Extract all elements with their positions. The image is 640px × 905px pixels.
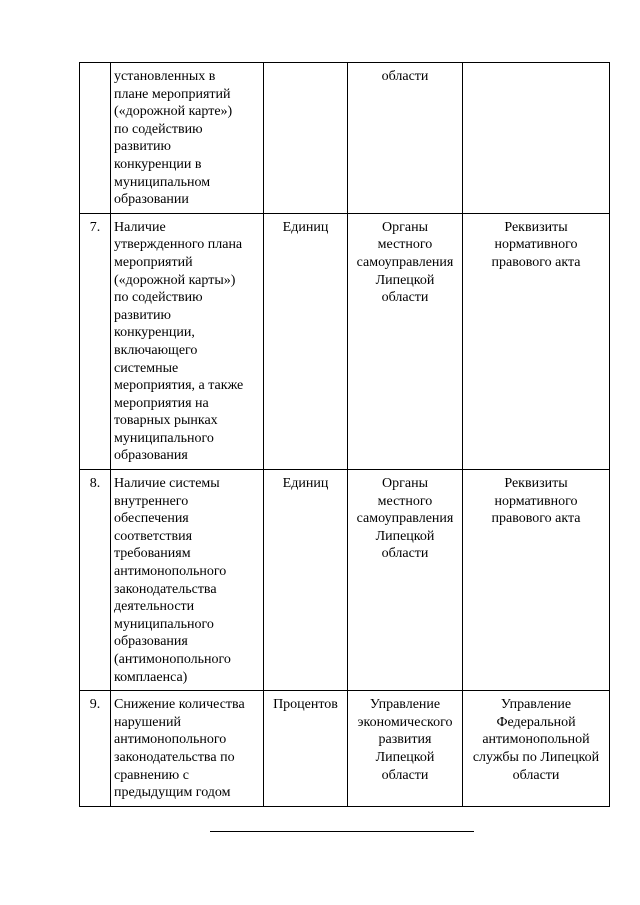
indicator-text-line: Наличие системы (114, 476, 220, 492)
indicator-text-line: товарных рынках (114, 413, 218, 429)
table-row (80, 213, 610, 469)
responsible-text-line: самоуправления (356, 254, 454, 270)
indicator-cell (111, 691, 264, 807)
indicator-text-line: соответствия (114, 528, 193, 544)
indicator-text-line: плане мероприятий (114, 86, 231, 102)
row-number-cell: 7. (80, 213, 111, 469)
indicator-text-line: обеспечения (114, 511, 189, 527)
responsible-text-line: экономического (357, 714, 453, 730)
source-text-line: правового акта (491, 254, 581, 270)
responsible-text-line: Липецкой (375, 749, 435, 765)
indicator-text-line: («дорожной карте») (114, 104, 233, 120)
indicator-text-line: образовании (114, 192, 189, 208)
responsible-text-line: Органы (382, 476, 428, 492)
indicator-text-line: мероприятия, а также (114, 378, 244, 394)
indicator-text-line: муниципального (114, 430, 214, 446)
end-separator-line (210, 831, 474, 832)
responsible-cell (348, 470, 463, 691)
responsible-text-line: области (381, 767, 429, 783)
responsible-text-line: самоуправления (356, 511, 454, 527)
responsible-text-line: Липецкой (375, 528, 435, 544)
indicator-text-line: образования (114, 634, 188, 650)
indicator-text-line: муниципального (114, 616, 214, 632)
table-row (80, 691, 610, 807)
indicator-text-line: по содействию (114, 121, 203, 137)
source-text-line: нормативного (494, 237, 578, 253)
indicator-text-line: развитию (114, 307, 171, 323)
indicator-text-line: сравнению с (114, 767, 189, 783)
responsible-cell (348, 63, 463, 214)
row-number-cell (80, 63, 111, 214)
table-row (80, 63, 610, 214)
responsible-text-line: местного (377, 237, 433, 253)
indicator-text-line: установленных в (114, 69, 216, 84)
indicator-text-line: Снижение количества (114, 697, 245, 713)
responsible-text-line: местного (377, 493, 433, 509)
indicator-text-line: внутреннего (114, 493, 189, 509)
source-cell (463, 63, 610, 214)
unit-text-line: Единиц (282, 219, 329, 235)
unit-cell (264, 691, 348, 807)
unit-text-line: Единиц (282, 476, 329, 492)
unit-text-line: Процентов (273, 697, 338, 713)
indicator-text-line: нарушений (114, 714, 181, 730)
indicator-text-line: комплаенса) (114, 669, 188, 685)
indicator-cell (111, 63, 264, 214)
indicator-text-line: развитию (114, 139, 171, 155)
indicator-text-line: конкуренции в (114, 156, 202, 172)
responsible-cell (348, 213, 463, 469)
unit-cell (264, 213, 348, 469)
indicator-text-line: антимонопольного (114, 564, 227, 580)
source-text-line: области (512, 767, 560, 783)
source-text-line: антимонопольной (482, 732, 590, 748)
responsible-text-line: области (381, 290, 429, 306)
indicator-text-line: (антимонопольного (114, 652, 231, 667)
source-text-line: Реквизиты (504, 476, 568, 492)
indicator-text-line: муниципальном (114, 174, 211, 190)
indicator-text-line: утвержденного плана (114, 237, 243, 253)
source-text-line: Федеральной (496, 714, 576, 730)
indicator-text-line: («дорожной карты») (114, 272, 236, 288)
responsible-text-line: Органы (382, 219, 428, 235)
table-row (80, 470, 610, 691)
indicator-text-line: деятельности (114, 599, 195, 615)
row-number-cell: 9. (80, 691, 111, 807)
responsible-text-line: Управление (369, 697, 441, 713)
source-text-line: Реквизиты (504, 219, 568, 235)
indicator-text-line: антимонопольного (114, 732, 227, 748)
source-cell (463, 470, 610, 691)
source-text-line: правового акта (491, 511, 581, 527)
indicators-table-body (80, 63, 610, 807)
indicator-text-line: конкуренции, (114, 325, 195, 341)
source-text-line: нормативного (494, 493, 578, 509)
indicator-text-line: включающего (114, 342, 198, 358)
unit-cell (264, 470, 348, 691)
indicator-text-line: системные (114, 360, 179, 376)
indicator-text-line: законодательства (114, 581, 217, 597)
indicator-text-line: требованиям (114, 546, 191, 562)
indicator-cell (111, 213, 264, 469)
responsible-text-line: развития (378, 732, 432, 748)
row-number-cell: 8. (80, 470, 111, 691)
indicator-text-line: мероприятия на (114, 395, 209, 411)
responsible-text-line: области (381, 69, 429, 84)
source-text-line: Управление (500, 697, 572, 713)
source-text-line: службы по Липецкой (472, 749, 600, 765)
source-cell (463, 691, 610, 807)
indicator-text-line: законодательства по (114, 749, 235, 765)
indicators-table (79, 62, 610, 807)
responsible-text-line: области (381, 546, 429, 562)
responsible-text-line: Липецкой (375, 272, 435, 288)
indicator-text-line: мероприятий (114, 254, 193, 270)
indicator-text-line: образования (114, 448, 188, 464)
indicator-cell (111, 470, 264, 691)
responsible-cell (348, 691, 463, 807)
indicator-text-line: Наличие (114, 219, 166, 235)
unit-cell (264, 63, 348, 214)
indicator-text-line: по содействию (114, 290, 203, 306)
indicator-text-line: предыдущим годом (114, 785, 231, 801)
source-cell (463, 213, 610, 469)
